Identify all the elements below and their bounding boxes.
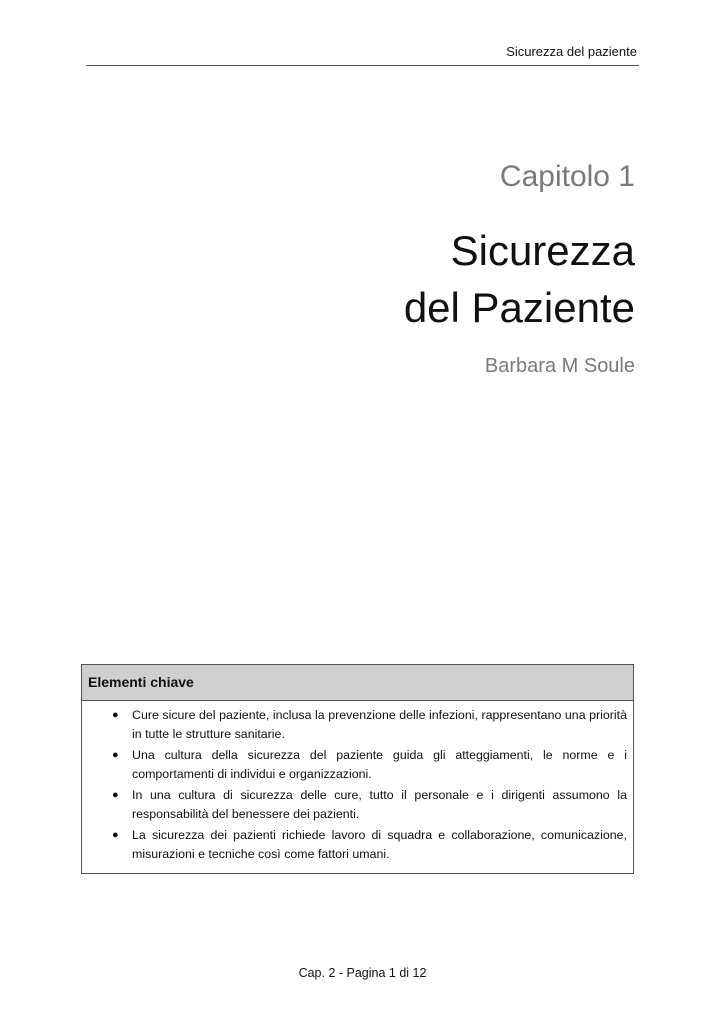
bullet-icon: ●	[112, 829, 119, 841]
chapter-title-line-2: del Paziente	[403, 284, 635, 331]
list-item-text: La sicurezza dei pazienti richiede lavoro di squadra e collaborazione, comunicazione, misurazioni e tecniche così come fattori umani.	[132, 828, 627, 861]
chapter-title-line-1: Sicurezza	[450, 227, 635, 274]
list-item-text: Una cultura della sicurezza del paziente guida gli atteggiamenti, le norme e i comportamenti di individui e organizzazioni.	[132, 748, 627, 781]
author-name: Barbara M Soule	[484, 355, 635, 377]
list-item	[112, 786, 627, 824]
list-item	[112, 746, 627, 784]
bullet-icon: ●	[112, 709, 119, 721]
key-elements-list	[82, 701, 633, 864]
key-elements-heading: Elementi chiave	[82, 665, 633, 701]
bullet-icon: ●	[112, 749, 119, 761]
header-divider	[86, 65, 639, 66]
chapter-label: Capitolo 1	[499, 160, 635, 193]
bullet-icon: ●	[112, 789, 119, 801]
list-item	[112, 826, 627, 864]
list-item-text: Cure sicure del paziente, inclusa la prevenzione delle infezioni, rappresentano una priorità in tutte le strutture sanitarie.	[132, 708, 627, 741]
chapter-title	[404, 222, 635, 336]
running-header: Sicurezza del paziente	[506, 44, 637, 59]
key-elements-box	[81, 664, 634, 874]
page-footer: Cap. 2 - Pagina 1 di 12	[298, 966, 427, 980]
list-item-text: In una cultura di sicurezza delle cure, tutto il personale e i dirigenti assumono la responsabilità del benessere dei pazienti.	[132, 788, 627, 821]
list-item	[112, 706, 627, 744]
